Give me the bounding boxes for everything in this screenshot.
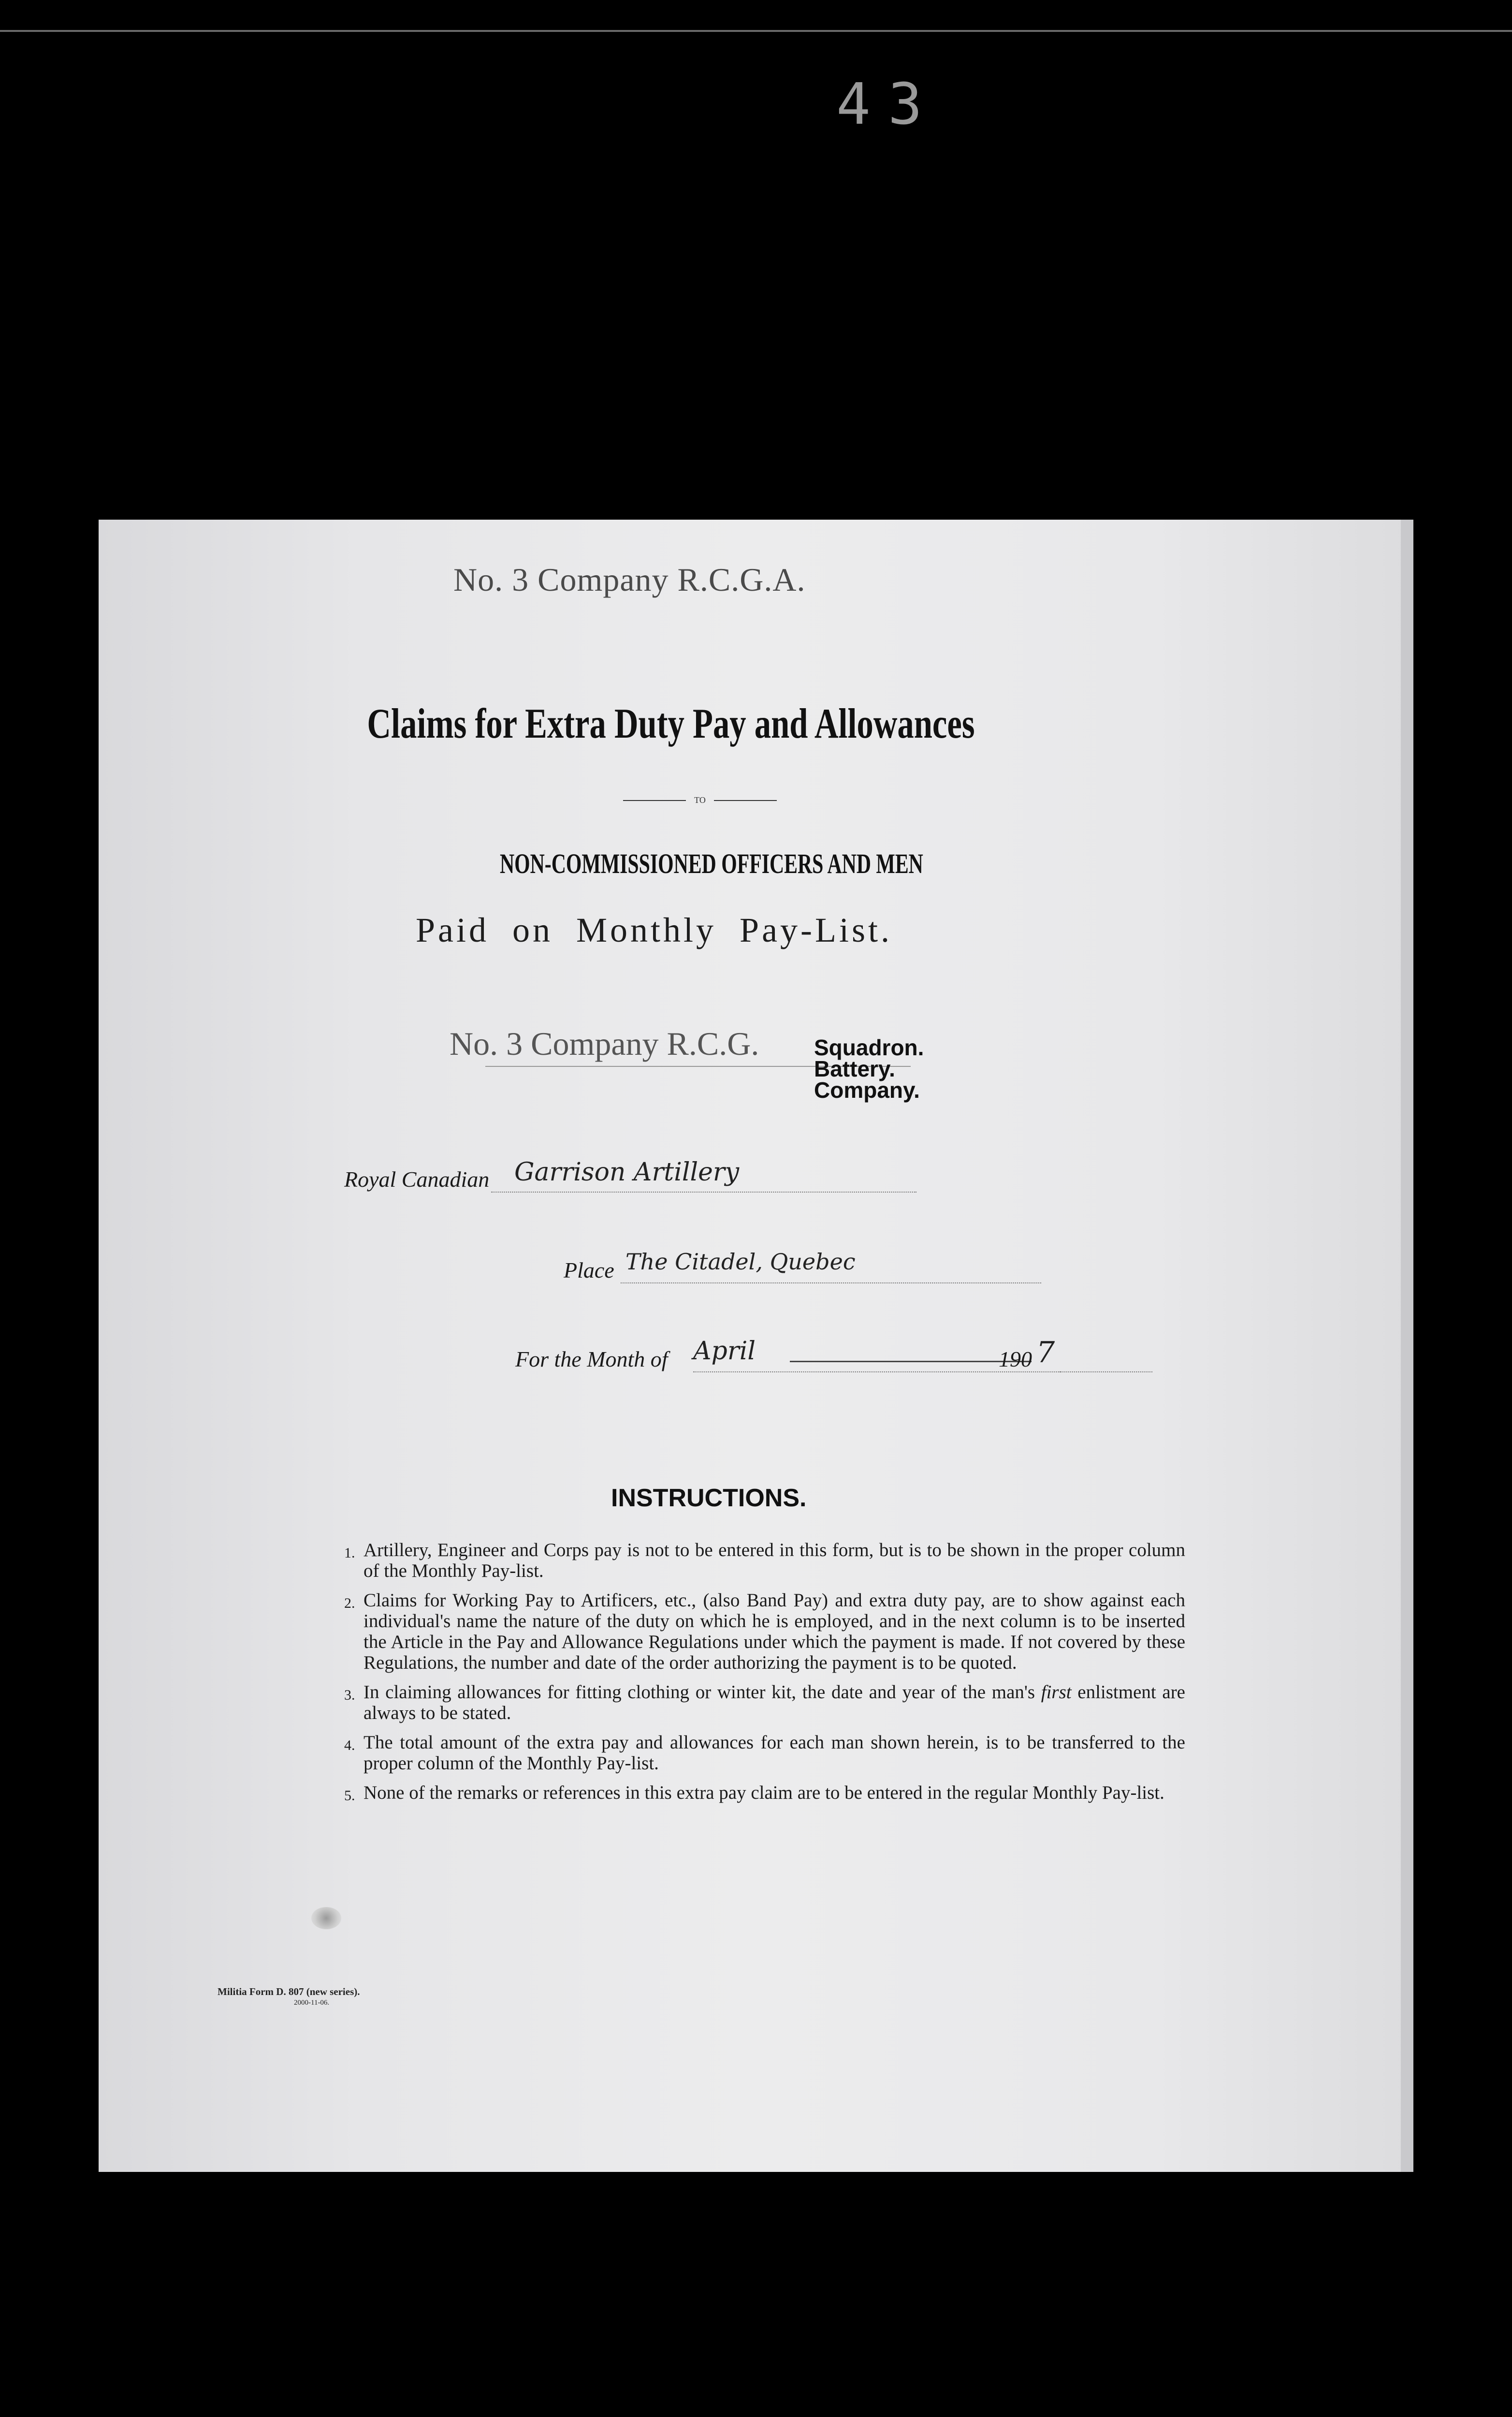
divider-line-left <box>623 800 686 801</box>
film-edge-line <box>0 30 1512 32</box>
month-label: For the Month of <box>515 1347 668 1371</box>
form-subtitle: NON-COMMISSIONED OFFICERS AND MEN <box>500 848 923 879</box>
instructions-title: INSTRUCTIONS. <box>611 1484 807 1512</box>
unit-stamp: No. 3 Company R.C.G. <box>450 1025 759 1062</box>
year-prefix: 190 <box>999 1347 1032 1371</box>
instruction-number: 4. <box>344 1737 355 1753</box>
unit-option-battery: Battery. <box>814 1056 895 1081</box>
year-handwritten: 7 <box>1036 1336 1055 1369</box>
unit-option-squadron: Squadron. <box>814 1035 924 1060</box>
form-sheet <box>99 520 1413 2172</box>
form-title: Claims for Extra Duty Pay and Allowances <box>367 700 975 747</box>
month-handwritten: April <box>693 1337 756 1366</box>
instruction-item <box>344 1732 1185 1774</box>
instruction-text: None of the remarks or references in this extra pay claim are to be entered in the regular Monthly Pay-list. <box>363 1782 1164 1803</box>
instruction-item <box>344 1540 1185 1581</box>
regiment-handwritten: Garrison Artillery <box>514 1158 740 1187</box>
company-stamp-top: No. 3 Company R.C.G.A. <box>453 561 806 598</box>
instruction-number: 3. <box>344 1687 355 1703</box>
regiment-dotted-line <box>491 1192 916 1193</box>
instruction-text-after: enlistment are always to be stated. <box>363 1682 1185 1723</box>
instruction-item <box>344 1682 1185 1723</box>
instruction-number: 2. <box>344 1595 355 1611</box>
instruction-emphasis: first <box>1041 1682 1072 1703</box>
ink-smudge <box>311 1907 341 1929</box>
to-divider <box>623 794 777 806</box>
paid-line: Paid on Monthly Pay-List. <box>416 911 893 949</box>
instruction-item <box>344 1590 1185 1673</box>
place-label: Place <box>564 1258 614 1282</box>
instruction-text: Claims for Working Pay to Artificers, etc., (also Band Pay) and extra duty pay, are to show against each individual's name the nature of the duty on which he is employed, and in the next column is to be inserted the Article in the Pay and Allowance Regulations under which the payment is made. If not covered by these Regulations, the number and date of the order authorizing the payment is to be quoted. <box>363 1590 1185 1673</box>
to-word: TO <box>694 795 706 805</box>
instruction-text <box>363 1682 1185 1723</box>
instruction-item <box>344 1782 1185 1806</box>
month-pen-stroke <box>790 1361 1032 1362</box>
divider-line-right <box>714 800 777 801</box>
instruction-text-before: In claiming allowances for fitting clothing or winter kit, the date and year of the man's <box>363 1682 1035 1703</box>
unit-type-options <box>814 1037 924 1101</box>
place-dotted-line <box>621 1282 1041 1283</box>
form-identifier: Militia Form D. 807 (new series). <box>218 1986 360 1997</box>
regiment-label: Royal Canadian <box>344 1167 490 1192</box>
instructions-list <box>344 1540 1185 1815</box>
frame-number: 43 <box>836 71 940 137</box>
sheet-edge <box>1401 520 1413 2172</box>
instruction-text: Artillery, Engineer and Corps pay is not to be entered in this form, but is to be shown in the proper column of the Monthly Pay-list. <box>363 1540 1185 1581</box>
instruction-text: The total amount of the extra pay and allowances for each man shown herein, is to be transferred to the proper column of the Monthly Pay-list. <box>363 1732 1185 1774</box>
form-print-date: 2000-11-06. <box>294 1999 330 2007</box>
unit-option-company: Company. <box>814 1077 920 1103</box>
instruction-number: 5. <box>344 1788 355 1804</box>
year-dotted-line <box>1061 1371 1152 1372</box>
place-handwritten: The Citadel, Quebec <box>625 1249 856 1275</box>
instruction-number: 1. <box>344 1545 355 1561</box>
